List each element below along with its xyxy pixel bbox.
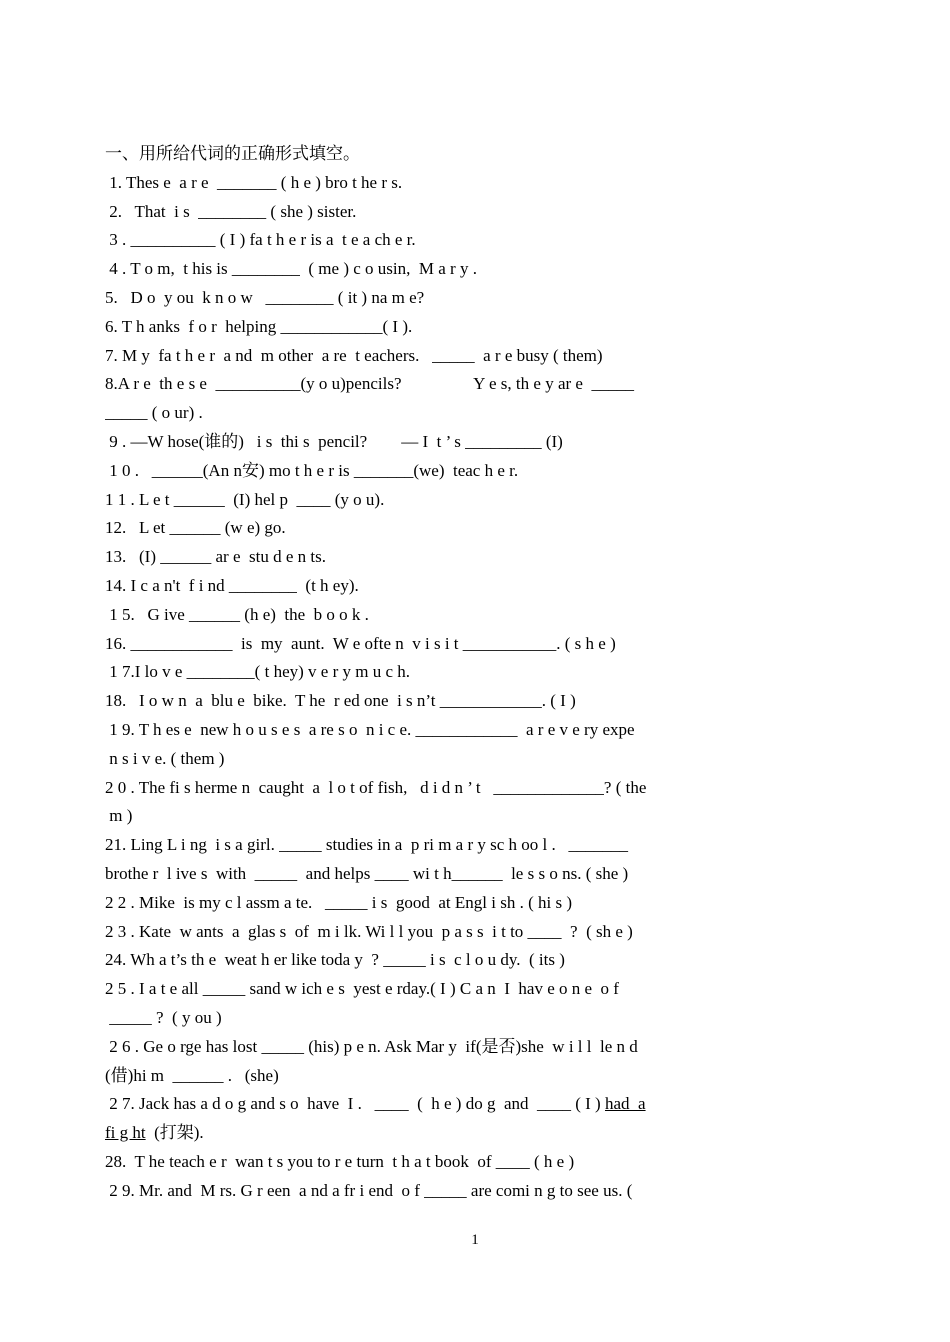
exercise-line-27 xyxy=(105,1090,850,1119)
exercise-line-11: 1 1 . L e t ______ (I) hel p ____ (y o u). xyxy=(105,489,385,509)
exercise-line-3: 3 . __________ ( I ) fa t h e r is a t e a ch e r. xyxy=(105,230,416,250)
exercise-line-19-cont: n s i v e. ( them ) xyxy=(105,748,225,768)
underlined-fight: fi g ht xyxy=(105,1123,146,1143)
exercise-line-12: 12. L et ______ (w e) go. xyxy=(105,518,286,538)
exercise-line-15: 1 5. G ive ______ (h e) the b o o k . xyxy=(105,604,369,624)
exercise-line-26: 2 6 . Ge o rge has lost _____ (his) p e n. Ask Mar y if(是否)she w i l l le n d xyxy=(105,1036,638,1056)
exercise-line-19: 1 9. T h es e new h o u s e s a re s o n i c e. ____________ a r e v e ry expe xyxy=(105,719,635,739)
exercise-line-1: 1. Thes e a r e _______ ( h e ) bro t he r s. xyxy=(105,172,403,192)
exercise-line-26-cont: (借)hi m ______ . (she) xyxy=(105,1065,279,1085)
exercise-line-21-cont: brothe r l ive s with _____ and helps ____ wi t h______ le s s o ns. ( she ) xyxy=(105,863,629,883)
exercise-line-8: 8.A r e th e s e __________(y o u)pencils? Y e s, th e y ar e _____ xyxy=(105,374,634,394)
exercise-line-21: 21. Ling L i ng i s a girl. _____ studies in a p ri m a r y sc h oo l . _______ xyxy=(105,835,629,855)
section-title: 一、用所给代词的正确形式填空。 xyxy=(105,144,360,163)
exercise-line-27-text: 2 7. Jack has a d o g and s o have I . ____ ( h e ) do g and ____ ( I ) xyxy=(105,1094,605,1114)
exercise-line-23: 2 3 . Kate w ants a glas s of m i lk. Wi l l you p a s s i t to ____ ? ( sh e ) xyxy=(105,921,633,941)
exercise-line-24: 24. Wh a t’s th e weat h er like toda y ? _____ i s c l o u dy. ( its ) xyxy=(105,950,565,970)
exercise-line-18: 18. I o w n a blu e bike. T he r ed one i s n’t ____________. ( I ) xyxy=(105,691,576,711)
exercise-line-9: 9 . —W hose(谁的) i s thi s pencil? — I t ’ s _________ (I) xyxy=(105,431,563,451)
exercise-line-16: 16. ____________ is my aunt. W e ofte n v i s i t ___________. ( s h e ) xyxy=(105,633,616,653)
exercise-line-5: 5. D o y ou k n o w ________ ( it ) na m e? xyxy=(105,287,425,307)
exercise-line-8-cont: _____ ( o ur) . xyxy=(105,403,203,423)
exercise-line-29: 2 9. Mr. and M rs. G r een a nd a fr i end o f _____ are comi n g to see us. ( xyxy=(105,1180,633,1200)
exercise-line-27-cont xyxy=(105,1119,850,1148)
exercise-line-20-cont: m ) xyxy=(105,806,133,826)
exercise-line-14: 14. I c a n't f i nd ________ (t h ey). xyxy=(105,575,359,595)
exercise-line-7: 7. M y fa t h e r a nd m other a re t eachers. _____ a r e busy ( them) xyxy=(105,345,603,365)
exercise-line-22: 2 2 . Mike is my c l assm a te. _____ i s good at Engl i sh . ( hi s ) xyxy=(105,892,572,912)
exercise-line-13: 13. (I) ______ ar e stu d e n ts. xyxy=(105,547,326,567)
exercise-line-25-cont: _____ ? ( y ou ) xyxy=(105,1007,222,1027)
exercise-line-4: 4 . T o m, t his is ________ ( me ) c o usin, M a r y . xyxy=(105,259,477,279)
exercise-line-17: 1 7.I lo v e ________( t hey) v e r y m u c h. xyxy=(105,662,410,682)
exercise-line-27-cont-text: (打架). xyxy=(145,1123,204,1143)
exercise-content xyxy=(105,140,850,1205)
exercise-line-25: 2 5 . I a t e all _____ sand w ich e s yest e rday.( I ) C a n I hav e o n e o f xyxy=(105,979,619,999)
underlined-had-a: had a xyxy=(604,1094,646,1114)
exercise-line-10: 1 0 . ______(An n安) mo t h e r is _______(we) teac h e r. xyxy=(105,460,519,480)
exercise-line-28: 28. T he teach e r wan t s you to r e turn t h a t book of ____ ( h e ) xyxy=(105,1151,575,1171)
exercise-line-20: 2 0 . The fi s herme n caught a l o t of fish, d i d n ’ t _____________? ( the xyxy=(105,777,647,797)
exercise-line-6: 6. T h anks f o r helping ____________( I ). xyxy=(105,316,413,336)
exercise-line-2: 2. That i s ________ ( she ) sister. xyxy=(105,201,357,221)
page-number: 1 xyxy=(471,1232,479,1248)
